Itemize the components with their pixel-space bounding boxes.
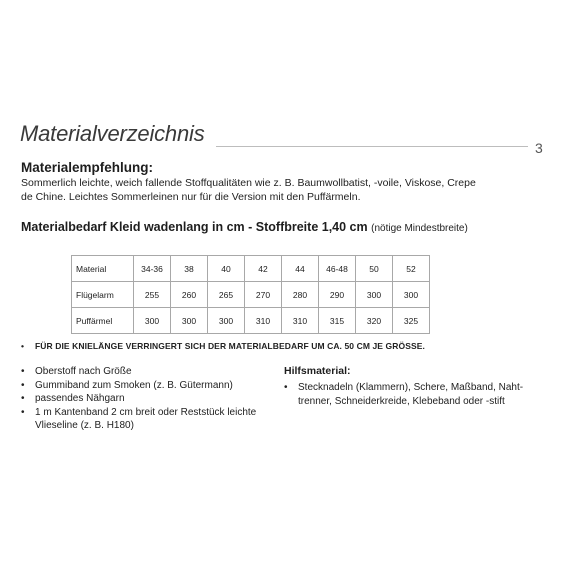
table-cell: 265 <box>208 282 245 308</box>
table-cell: 315 <box>319 308 356 334</box>
table-cell: 52 <box>393 256 430 282</box>
requirement-note: (nötige Mindestbreite) <box>371 223 468 234</box>
table-cell: Flügelarm <box>72 282 134 308</box>
table-cell: 270 <box>245 282 282 308</box>
list-item: • passendes Nähgarn <box>21 392 271 406</box>
table-cell: 300 <box>171 308 208 334</box>
table-cell: 300 <box>356 282 393 308</box>
page-number: 3 <box>535 140 543 156</box>
table-cell: 310 <box>245 308 282 334</box>
table-cell: 310 <box>282 308 319 334</box>
list-item: • Stecknadeln (Klammern), Schere, Maßband, Naht-trenner, Schneiderkreide, Klebeband oder -stift <box>284 381 554 408</box>
recommendation-heading: Materialempfehlung: <box>21 160 154 175</box>
table-cell: 255 <box>134 282 171 308</box>
requirement-heading <box>21 220 468 234</box>
table-cell: 300 <box>208 308 245 334</box>
table-cell: Puffärmel <box>72 308 134 334</box>
table-cell: 46-48 <box>319 256 356 282</box>
table-cell: 325 <box>393 308 430 334</box>
list-item: • Oberstoff nach Größe <box>21 365 271 379</box>
knee-length-note-text: FÜR DIE KNIELÄNGE VERRINGERT SICH DER MATERIALBEDARF UM CA. 50 CM JE GRÖSSE. <box>35 341 425 351</box>
table-cell: 38 <box>171 256 208 282</box>
list-item: • Gummiband zum Smoken (z. B. Gütermann) <box>21 379 271 393</box>
table-header-row <box>72 256 430 282</box>
table-cell: 260 <box>171 282 208 308</box>
size-table <box>71 255 430 334</box>
table-row <box>72 308 430 334</box>
table-cell: 300 <box>393 282 430 308</box>
table-cell: 34-36 <box>134 256 171 282</box>
recommendation-text <box>21 177 501 204</box>
title-divider <box>216 146 528 147</box>
knee-length-note <box>21 341 425 351</box>
table-cell: 40 <box>208 256 245 282</box>
bullet-icon: • <box>21 341 25 351</box>
material-list <box>21 365 271 433</box>
table-cell: 290 <box>319 282 356 308</box>
recommendation-line-1: Sommerlich leichte, weich fallende Stoffqualitäten wie z. B. Baumwollbatist, -voile, Viskose, Crepe <box>21 177 476 189</box>
requirement-title: Materialbedarf Kleid wadenlang in cm - Stoffbreite 1,40 cm <box>21 220 368 234</box>
auxiliary-list <box>284 381 554 408</box>
table-cell: 50 <box>356 256 393 282</box>
page-title: Materialverzeichnis <box>20 121 205 146</box>
auxiliary-heading: Hilfsmaterial: <box>284 365 351 377</box>
list-item: • 1 m Kantenband 2 cm breit oder Reststück leichte Vlieseline (z. B. H180) <box>21 406 271 433</box>
table-cell: 320 <box>356 308 393 334</box>
table-cell: 44 <box>282 256 319 282</box>
table-cell: 42 <box>245 256 282 282</box>
recommendation-line-2: de Chine. Leichtes Sommerleinen nur für die Version mit den Puffärmeln. <box>21 190 361 203</box>
table-cell: 300 <box>134 308 171 334</box>
table-cell: Material <box>72 256 134 282</box>
table-row <box>72 282 430 308</box>
table-cell: 280 <box>282 282 319 308</box>
